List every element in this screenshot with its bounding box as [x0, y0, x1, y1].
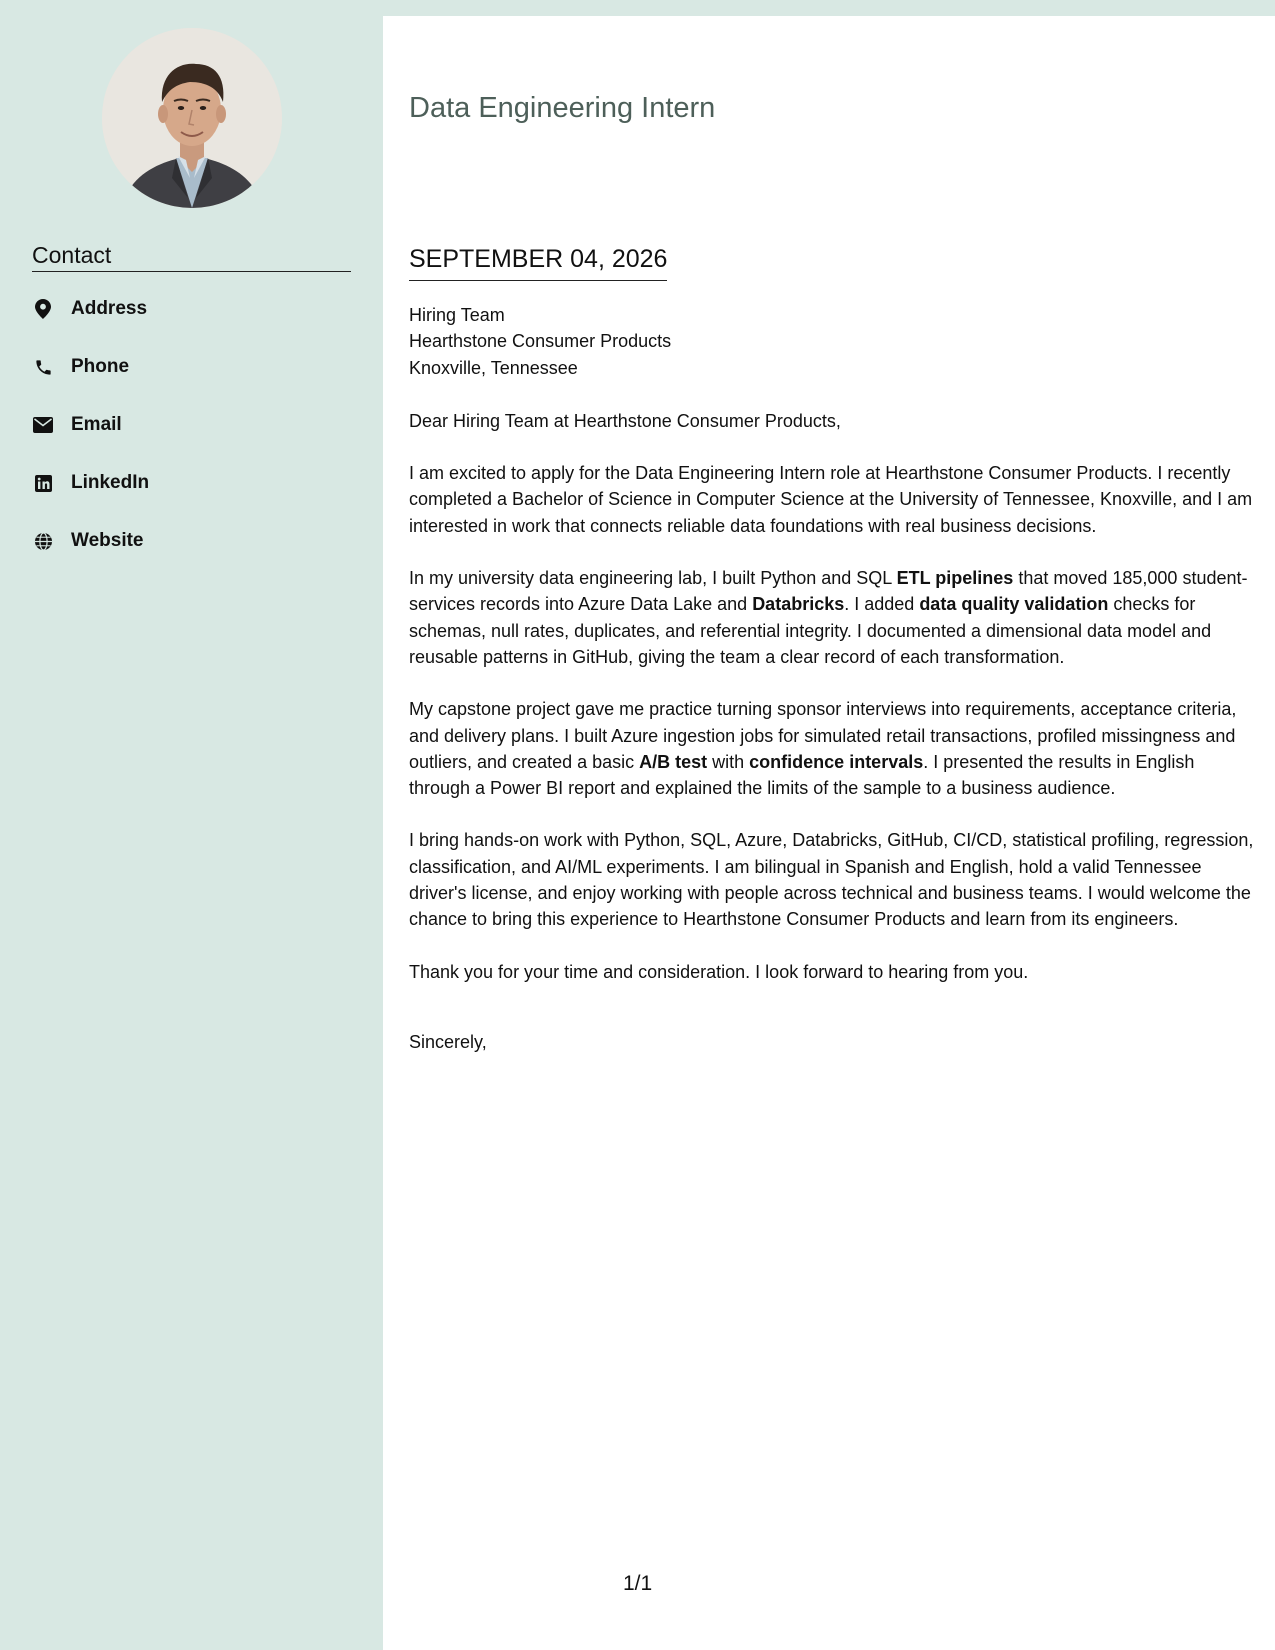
contact-label-address: Address [71, 298, 148, 319]
letter-page: Data Engineering Intern SEPTEMBER 04, 2026 Hiring Team Hearthstone Consumer Products Knoxville, Tennessee Dear Hiring Team at Hearthstone Consumer Products, I am excited to apply for the Data Engineering Intern role at Hearthstone Consumer Products. I recently completed a Bachelor of Science in Computer Science at the University of Tennessee, Knoxville, and I am interested in work that connects reliable data foundations with real business decisions. In my university data engineering lab, I built Python and SQL ETL pipelines that moved 185,000 student-services records into Azure Data Lake and Databricks. I added data quality validation checks for schemas, null rates, duplicates, and referential integrity. I documented a dimensional data model and reusable patterns in GitHub, giving the team a clear record of each transformation. My capstone project gave me practice turning sponsor interviews into requirements, acceptance criteria, and delivery plans. I built Azure ingestion jobs for simulated retail transactions, profiled missingness and outliers, and created a basic A/B test with confidence intervals. I presented the results in English through a Power BI report and explained the limits of the sample to a business audience. I bring hands-on work with Python, SQL, Azure, Databricks, GitHub, CI/CD, statistical profiling, regression, classification, and AI/ML experiments. I am bilingual in Spanish and English, hold a valid Tennessee driver's license, and enjoy working with people across technical and business teams. I would welcome the chance to bring this experience to Hearthstone Consumer Products and learn from its engineers. Thank you for your time and consideration. I look forward to hearing from you. Sincerely, 1/1 [383, 16, 1275, 1650]
letter-body [409, 302, 1259, 1055]
recipient-location: Knoxville, Tennessee [409, 357, 578, 378]
paragraph-lab-experience [409, 565, 1259, 670]
letter-date: SEPTEMBER 04, 2026 [409, 243, 667, 281]
contact-item-linkedin[interactable] [32, 454, 352, 512]
recipient-company: Hearthstone Consumer Products [409, 331, 672, 352]
paragraph-text: with [707, 751, 750, 772]
contact-item-address[interactable] [32, 280, 352, 338]
highlight-ab-test: A/B test [639, 751, 708, 772]
salutation: Dear Hiring Team at Hearthstone Consumer Products, [409, 410, 841, 431]
paragraph-closing: Thank you for your time and consideration. I look forward to hearing from you. [409, 961, 1029, 982]
phone-icon [32, 356, 54, 378]
paragraph-text: My capstone project gave me practice turning sponsor interviews into requirements, acceptance criteria, and delivery plans. I built Azure ingestion jobs for simulated retail transactions, profiled missingness and outliers, and created a basic [409, 699, 1237, 772]
highlight-data-quality-validation: data quality validation [919, 594, 1109, 615]
profile-photo [102, 28, 282, 208]
contact-item-phone[interactable] [32, 338, 352, 396]
contact-item-email[interactable] [32, 396, 352, 454]
paragraph-intro: I am excited to apply for the Data Engineering Intern role at Hearthstone Consumer Products. I recently completed a Bachelor of Science in Computer Science at the University of Tennessee, Knoxville, and I am interested in work that connects reliable data foundations with real business decisions. [409, 463, 1253, 536]
paragraph-capstone [409, 696, 1259, 801]
contact-heading: Contact [32, 240, 351, 272]
contact-list [32, 280, 352, 570]
sign-off: Sincerely, [409, 1031, 487, 1052]
paragraph-text: In my university data engineering lab, I built Python and SQL [409, 568, 897, 589]
recipient-block [409, 302, 1259, 381]
sidebar [0, 0, 383, 1650]
job-title: Data Engineering Intern [409, 92, 716, 124]
contact-label-phone: Phone [71, 356, 130, 377]
map-pin-icon [32, 298, 54, 320]
paragraph-text: that moved 185,000 student-services records into Azure Data Lake and [409, 568, 1248, 615]
recipient-line: Hiring Team [409, 305, 505, 325]
envelope-icon [32, 414, 54, 436]
highlight-databricks: Databricks [752, 594, 845, 615]
globe-icon [32, 530, 54, 552]
paragraph-text: . I added [844, 594, 920, 615]
linkedin-icon [32, 472, 54, 494]
highlight-etl-pipelines: ETL pipelines [896, 568, 1014, 589]
contact-label-website: Website [71, 530, 144, 551]
highlight-confidence-intervals: confidence intervals [749, 751, 924, 772]
paragraph-text: checks for schemas, null rates, duplicates, and referential integrity. I documented a dimensional data model and reusable patterns in GitHub, giving the team a clear record of each transformation. [409, 594, 1212, 667]
contact-item-website[interactable] [32, 512, 352, 570]
paragraph-text: . I presented the results in English through a Power BI report and explained the limits of the sample to a business audience. [409, 751, 1195, 799]
contact-label-email: Email [71, 414, 122, 435]
paragraph-skills: I bring hands-on work with Python, SQL, Azure, Databricks, GitHub, CI/CD, statistical profiling, regression, classification, and AI/ML experiments. I am bilingual in Spanish and English, hold a valid Tennessee driver's license, and enjoy working with people across technical and business teams. I would welcome the chance to bring this experience to Hearthstone Consumer Products and learn from its engineers. [409, 830, 1254, 930]
contact-label-linkedin: LinkedIn [71, 472, 150, 493]
